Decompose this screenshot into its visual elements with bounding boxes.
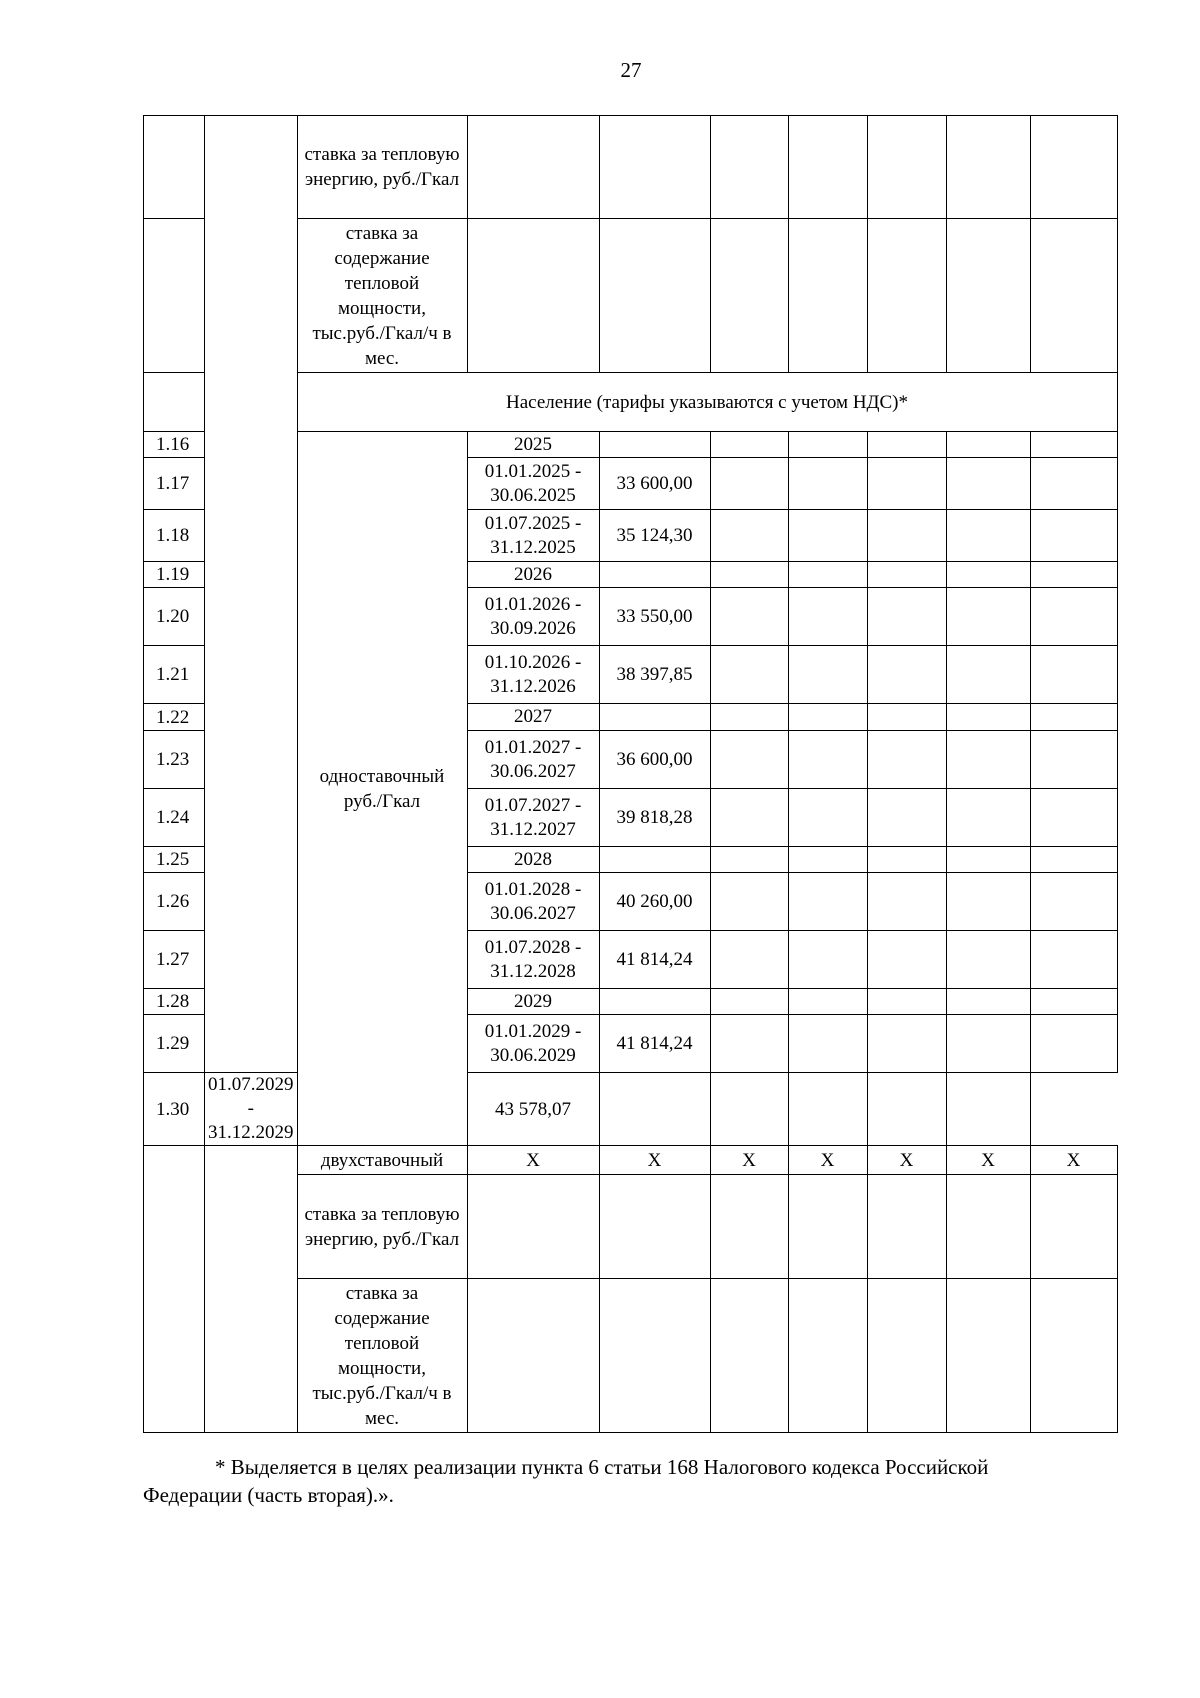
table-row <box>144 1146 1118 1175</box>
row-number: 1.25 <box>144 847 205 873</box>
rate-capacity-label: ставка за содержание тепловой мощности, тыс.руб./Гкал/ч в мес. <box>297 1279 467 1433</box>
period-cell: 01.10.2026 - 31.12.2026 <box>467 646 599 704</box>
row-number: 1.30 <box>144 1073 205 1146</box>
row-number: 1.21 <box>144 646 205 704</box>
value-cell: 33 550,00 <box>599 588 710 646</box>
period-cell: 01.07.2025 - 31.12.2025 <box>467 510 599 562</box>
period-cell: 2025 <box>467 432 599 458</box>
period-cell: 01.07.2028 - 31.12.2028 <box>467 931 599 989</box>
rate-capacity-label: ставка за содержание тепловой мощности, тыс.руб./Гкал/ч в мес. <box>297 219 467 373</box>
period-cell: 01.01.2026 - 30.09.2026 <box>467 588 599 646</box>
period-cell: 01.01.2025 - 30.06.2025 <box>467 458 599 510</box>
rate-heat-label: ставка за тепловую энергию, руб./Гкал <box>297 116 467 219</box>
period-cell: 2028 <box>467 847 599 873</box>
value-cell: 41 814,24 <box>599 931 710 989</box>
value-cell <box>599 704 710 731</box>
row-number: 1.20 <box>144 588 205 646</box>
value-cell <box>599 847 710 873</box>
period-cell: 2026 <box>467 562 599 588</box>
period-cell: 01.01.2027 - 30.06.2027 <box>467 731 599 789</box>
group-cell <box>205 116 298 1073</box>
table-row <box>144 116 1118 219</box>
value-cell: 38 397,85 <box>599 646 710 704</box>
x-mark: Х <box>1030 1146 1117 1175</box>
footnote-line-1: * Выделяется в целях реализации пункта 6 статьи 168 Налогового кодекса Российской <box>215 1455 989 1479</box>
page-number: 27 <box>620 58 642 82</box>
value-cell <box>599 562 710 588</box>
two-part-tariff-label: двухставочный <box>297 1146 467 1175</box>
value-cell: 36 600,00 <box>599 731 710 789</box>
value-cell: 35 124,30 <box>599 510 710 562</box>
x-mark: Х <box>867 1146 946 1175</box>
rate-heat-label: ставка за тепловую энергию, руб./Гкал <box>297 1175 467 1279</box>
value-cell: 41 814,24 <box>599 1015 710 1073</box>
x-mark: Х <box>599 1146 710 1175</box>
period-cell: 01.07.2027 - 31.12.2027 <box>467 789 599 847</box>
empty-cell <box>144 373 205 432</box>
table-row <box>144 1073 1118 1146</box>
x-mark: Х <box>710 1146 788 1175</box>
value-cell <box>599 432 710 458</box>
period-cell: 2027 <box>467 704 599 731</box>
row-number: 1.24 <box>144 789 205 847</box>
empty-cell <box>144 116 205 219</box>
row-number: 1.26 <box>144 873 205 931</box>
empty-cell <box>144 1146 205 1433</box>
row-number: 1.28 <box>144 989 205 1015</box>
period-cell: 2029 <box>467 989 599 1015</box>
empty-cell <box>205 1146 298 1433</box>
row-number: 1.19 <box>144 562 205 588</box>
one-part-tariff-label: одноставочный руб./Гкал <box>297 432 467 1146</box>
value-cell <box>599 989 710 1015</box>
x-mark: Х <box>946 1146 1030 1175</box>
footnote-line-2: Федерации (часть вторая).». <box>143 1483 394 1507</box>
row-number: 1.22 <box>144 704 205 731</box>
value-cell: 43 578,07 <box>467 1073 599 1146</box>
row-number: 1.23 <box>144 731 205 789</box>
population-header: Население (тарифы указываются с учетом НДС)* <box>297 373 1117 432</box>
value-cell: 33 600,00 <box>599 458 710 510</box>
tariff-table <box>143 115 1118 1433</box>
x-mark: Х <box>467 1146 599 1175</box>
footnote <box>143 1453 1118 1509</box>
period-cell: 01.07.2029 - 31.12.2029 <box>205 1073 298 1146</box>
row-number: 1.17 <box>144 458 205 510</box>
period-cell: 01.01.2029 - 30.06.2029 <box>467 1015 599 1073</box>
row-number: 1.29 <box>144 1015 205 1073</box>
period-cell: 01.01.2028 - 30.06.2027 <box>467 873 599 931</box>
value-cell: 39 818,28 <box>599 789 710 847</box>
row-number: 1.16 <box>144 432 205 458</box>
x-mark: Х <box>788 1146 867 1175</box>
row-number: 1.27 <box>144 931 205 989</box>
empty-cell <box>144 219 205 373</box>
row-number: 1.18 <box>144 510 205 562</box>
value-cell: 40 260,00 <box>599 873 710 931</box>
